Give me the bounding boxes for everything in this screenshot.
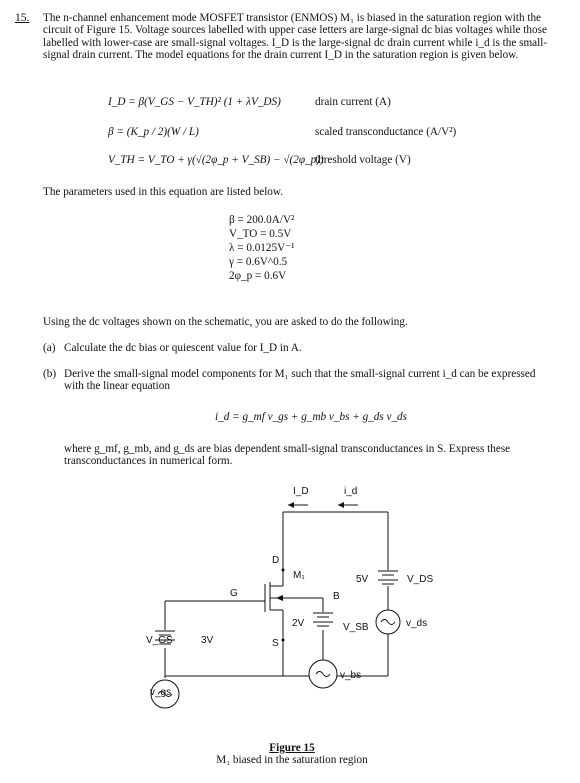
label-VGS-value: 3V [201,635,214,646]
label-B: B [333,591,340,602]
param-phi: 2φ_p = 0.6V [229,270,287,282]
param-gamma: γ = 0.6V^0.5 [229,256,288,268]
where-text: where g_mf, g_mb, and g_ds are bias dependent small-signal transconductances in S. Express these transconductances in numerical form. [64,443,511,468]
label-M1: M₁ [293,570,305,581]
label-VDS-value: 5V [356,574,369,585]
equation-drain-current-desc: drain current (A) [315,96,391,108]
label-VSB-value: 2V [292,618,305,629]
equation-threshold-desc: threshold voltage (V) [315,154,411,166]
figure-caption [192,742,392,766]
task-b-text: Derive the small-signal model components for M₁ such that the small-signal current i_d can be expressed with the linear equation [64,368,536,393]
label-ID: I_D [293,486,309,497]
schematic-figure [0,478,580,748]
params-intro: The parameters used in this equation are listed below. [43,186,284,198]
equation-beta: β = (K_p / 2)(W / L) [108,126,199,138]
label-VSB: V_SB [343,622,369,633]
label-VGS: V_GS [146,635,173,646]
label-vgs: v_gs [150,687,172,698]
problem-number: 15. [15,12,30,24]
label-VDS: V_DS [407,574,434,585]
equation-threshold: V_TH = V_TO + γ(√(2φ_p + V_SB) − √(2φ_p)) [108,154,324,166]
param-lambda: λ = 0.0125V⁻¹ [229,242,295,254]
figure-caption-text: M₁ biased in the saturation region [216,754,368,766]
task-intro: Using the dc voltages shown on the schematic, you are asked to do the following. [43,316,408,328]
label-vbs: v_bs [340,670,362,681]
figure-title: Figure 15 [269,742,315,754]
task-b-label: (b) [43,368,57,380]
params-list [229,213,294,283]
label-id: i_d [344,486,358,497]
equation-drain-current: I_D = β(V_GS − V_TH)² (1 + λV_DS) [108,96,281,108]
problem-intro: The n-channel enhancement mode MOSFET transistor (ENMOS) M₁ is biased in the saturation region with the circuit of Figure 15. Voltage sources labelled with upper case letters are large-signal dc bias voltages while those labelled with lower-case are small-signal voltages. I_D is the large-signal dc drain current while i_d is the small-signal drain current. The model equations for the drain current I_D in the saturation region is given below. [43,12,548,62]
label-G: G [230,588,238,599]
label-S: S [272,638,279,649]
label-vds: v_ds [406,618,428,629]
task-a-text: Calculate the dc bias or quiescent value for I_D in A. [64,342,302,354]
task-a-label: (a) [43,342,56,354]
param-beta: β = 200.0A/V² [229,214,295,226]
equation-beta-desc: scaled transconductance (A/V²) [315,126,457,138]
param-vto: V_TO = 0.5V [229,228,292,240]
label-D: D [272,555,280,566]
linear-equation: i_d = g_mf v_gs + g_mb v_bs + g_ds v_ds [215,411,408,423]
